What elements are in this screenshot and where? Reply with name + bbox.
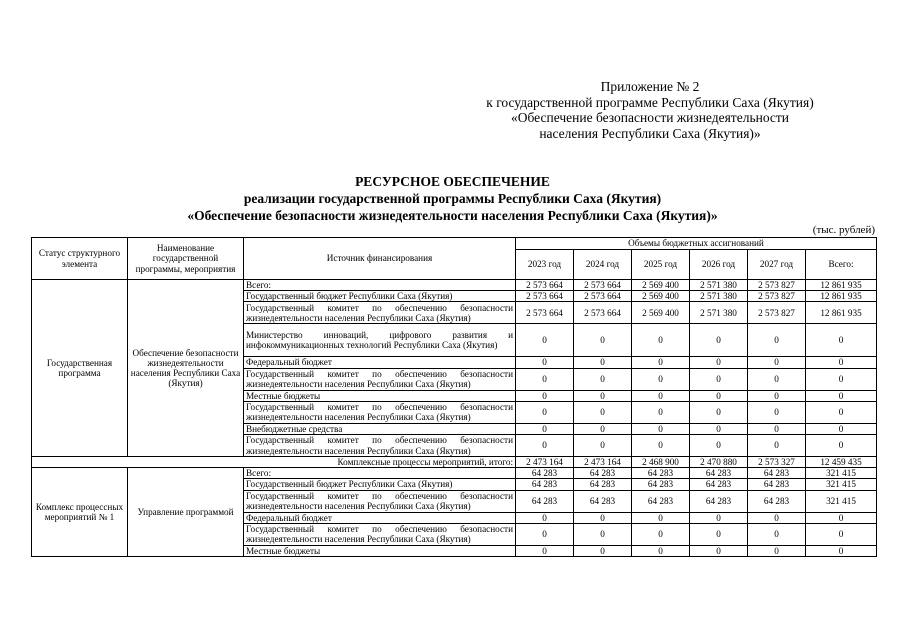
appendix-block <box>450 79 850 141</box>
table-row <box>32 280 877 291</box>
summary-label: Комплексные процессы мероприятий, итого: <box>32 457 516 468</box>
funding-source: Государственный бюджет Республики Саха (Якутия) <box>244 479 516 490</box>
appendix-line-2: к государственной программе Республики Саха (Якутия) <box>486 94 814 110</box>
funding-source: Местные бюджеты <box>244 545 516 556</box>
value-cell: 64 283 <box>690 468 748 479</box>
value-cell: 0 <box>574 368 632 390</box>
value-cell: 0 <box>632 357 690 368</box>
funding-source: Федеральный бюджет <box>244 357 516 368</box>
value-cell: 0 <box>806 545 877 556</box>
value-cell: 0 <box>516 423 574 434</box>
value-cell: 0 <box>574 435 632 457</box>
value-cell: 0 <box>574 390 632 401</box>
funding-source: Всего: <box>244 280 516 291</box>
value-cell: 0 <box>690 390 748 401</box>
summary-value: 2 473 164 <box>574 457 632 468</box>
summary-row <box>32 457 877 468</box>
value-cell: 2 573 827 <box>748 302 806 324</box>
header-volumes: Объемы бюджетных ассигнований <box>516 238 877 250</box>
summary-value: 2 468 900 <box>632 457 690 468</box>
table-row <box>32 468 877 479</box>
value-cell: 0 <box>632 545 690 556</box>
value-cell: 0 <box>748 545 806 556</box>
value-cell: 12 861 935 <box>806 291 877 302</box>
value-cell: 0 <box>690 435 748 457</box>
row-status: Комплекс процессных мероприятий № 1 <box>32 468 128 557</box>
value-cell: 0 <box>748 435 806 457</box>
title-line-3: «Обеспечение безопасности жизнедеятельности населения Республики Саха (Якутия)» <box>187 208 718 223</box>
header-year: 2023 год <box>516 250 574 280</box>
value-cell: 321 415 <box>806 490 877 512</box>
value-cell: 64 283 <box>516 490 574 512</box>
value-cell: 2 573 664 <box>574 291 632 302</box>
summary-value: 12 459 435 <box>806 457 877 468</box>
value-cell: 0 <box>748 423 806 434</box>
value-cell: 64 283 <box>690 479 748 490</box>
value-cell: 64 283 <box>632 490 690 512</box>
value-cell: 0 <box>748 512 806 523</box>
appendix-line-1: Приложение № 2 <box>600 79 700 94</box>
value-cell: 0 <box>574 357 632 368</box>
value-cell: 0 <box>632 523 690 545</box>
value-cell: 321 415 <box>806 468 877 479</box>
value-cell: 2 571 380 <box>690 280 748 291</box>
value-cell: 0 <box>632 512 690 523</box>
funding-source: Государственный комитет по обеспечению безопасности жизнедеятельности населения Республики Саха (Якутия) <box>244 523 516 545</box>
value-cell: 0 <box>806 435 877 457</box>
value-cell: 64 283 <box>574 490 632 512</box>
value-cell: 2 573 827 <box>748 280 806 291</box>
funding-source: Государственный комитет по обеспечению безопасности жизнедеятельности населения Республики Саха (Якутия) <box>244 368 516 390</box>
value-cell: 64 283 <box>690 490 748 512</box>
value-cell: 2 571 380 <box>690 291 748 302</box>
value-cell: 0 <box>806 368 877 390</box>
value-cell: 0 <box>690 545 748 556</box>
value-cell: 0 <box>748 390 806 401</box>
header-year: 2027 год <box>748 250 806 280</box>
value-cell: 0 <box>574 324 632 357</box>
funding-source: Всего: <box>244 468 516 479</box>
value-cell: 0 <box>574 512 632 523</box>
header-year: 2026 год <box>690 250 748 280</box>
summary-value: 2 473 164 <box>516 457 574 468</box>
funding-source: Государственный комитет по обеспечению безопасности жизнедеятельности населения Республики Саха (Якутия) <box>244 490 516 512</box>
value-cell: 0 <box>806 390 877 401</box>
value-cell: 2 573 664 <box>516 291 574 302</box>
funding-source: Внебюджетные средства <box>244 423 516 434</box>
value-cell: 2 569 400 <box>632 280 690 291</box>
header-name: Наименование государственной программы, мероприятия <box>128 238 244 280</box>
value-cell: 0 <box>632 324 690 357</box>
value-cell: 64 283 <box>632 479 690 490</box>
value-cell: 0 <box>574 545 632 556</box>
value-cell: 0 <box>690 401 748 423</box>
value-cell: 64 283 <box>574 479 632 490</box>
value-cell: 12 861 935 <box>806 302 877 324</box>
value-cell: 0 <box>632 423 690 434</box>
value-cell: 0 <box>516 401 574 423</box>
value-cell: 2 573 827 <box>748 291 806 302</box>
units-label: (тыс. рублей) <box>812 224 875 236</box>
header-row-1 <box>32 238 877 250</box>
value-cell: 0 <box>806 423 877 434</box>
value-cell: 0 <box>516 512 574 523</box>
value-cell: 0 <box>516 324 574 357</box>
value-cell: 0 <box>748 357 806 368</box>
title-line-1: РЕСУРСНОЕ ОБЕСПЕЧЕНИЕ <box>355 174 550 189</box>
table-body <box>32 238 877 557</box>
value-cell: 12 861 935 <box>806 280 877 291</box>
value-cell: 0 <box>806 401 877 423</box>
value-cell: 0 <box>632 368 690 390</box>
value-cell: 0 <box>806 512 877 523</box>
row-name: Управление программой <box>128 468 244 557</box>
appendix-line-3: «Обеспечение безопасности жизнедеятельности <box>510 110 790 125</box>
value-cell: 0 <box>574 401 632 423</box>
header-year: 2025 год <box>632 250 690 280</box>
funding-source: Местные бюджеты <box>244 390 516 401</box>
value-cell: 2 569 400 <box>632 302 690 324</box>
funding-source: Министерство инноваций, цифрового развития и инфокоммуникационных технологий Республики Саха (Якутия) <box>244 324 516 357</box>
funding-source: Государственный комитет по обеспечению безопасности жизнедеятельности населения Республики Саха (Якутия) <box>244 302 516 324</box>
value-cell: 64 283 <box>516 468 574 479</box>
header-status: Статус структурного элемента <box>32 238 128 280</box>
value-cell: 64 283 <box>632 468 690 479</box>
row-name: Обеспечение безопасности жизнедеятельности населения Республики Саха (Якутия) <box>128 280 244 457</box>
funding-source: Государственный комитет по обеспечению безопасности жизнедеятельности населения Республики Саха (Якутия) <box>244 435 516 457</box>
value-cell: 64 283 <box>748 479 806 490</box>
funding-source: Государственный комитет по обеспечению безопасности жизнедеятельности населения Республики Саха (Якутия) <box>244 401 516 423</box>
row-status: Государственная программа <box>32 280 128 457</box>
value-cell: 0 <box>632 390 690 401</box>
summary-value: 2 573 327 <box>748 457 806 468</box>
value-cell: 0 <box>516 368 574 390</box>
value-cell: 0 <box>690 512 748 523</box>
value-cell: 0 <box>806 523 877 545</box>
value-cell: 0 <box>690 324 748 357</box>
value-cell: 2 569 400 <box>632 291 690 302</box>
value-cell: 0 <box>574 523 632 545</box>
value-cell: 2 571 380 <box>690 302 748 324</box>
header-source: Источник финансирования <box>244 238 516 280</box>
header-total: Всего: <box>806 250 877 280</box>
value-cell: 0 <box>516 357 574 368</box>
document-title <box>0 173 905 224</box>
value-cell: 64 283 <box>574 468 632 479</box>
title-line-2: реализации государственной программы Республики Саха (Якутия) <box>243 191 662 206</box>
value-cell: 0 <box>516 390 574 401</box>
value-cell: 64 283 <box>516 479 574 490</box>
summary-value: 2 470 880 <box>690 457 748 468</box>
value-cell: 321 415 <box>806 479 877 490</box>
value-cell: 0 <box>690 368 748 390</box>
value-cell: 0 <box>748 368 806 390</box>
resource-table <box>31 237 877 557</box>
value-cell: 2 573 664 <box>574 302 632 324</box>
value-cell: 0 <box>690 423 748 434</box>
value-cell: 64 283 <box>748 468 806 479</box>
value-cell: 0 <box>516 545 574 556</box>
value-cell: 2 573 664 <box>516 302 574 324</box>
value-cell: 0 <box>632 435 690 457</box>
value-cell: 64 283 <box>748 490 806 512</box>
value-cell: 0 <box>516 523 574 545</box>
value-cell: 0 <box>748 401 806 423</box>
value-cell: 2 573 664 <box>574 280 632 291</box>
value-cell: 0 <box>690 357 748 368</box>
value-cell: 0 <box>748 523 806 545</box>
funding-source: Федеральный бюджет <box>244 512 516 523</box>
value-cell: 0 <box>632 401 690 423</box>
header-year: 2024 год <box>574 250 632 280</box>
value-cell: 0 <box>574 423 632 434</box>
value-cell: 0 <box>516 435 574 457</box>
value-cell: 0 <box>690 523 748 545</box>
value-cell: 0 <box>748 324 806 357</box>
appendix-line-4: населения Республики Саха (Якутия)» <box>539 125 761 141</box>
value-cell: 0 <box>806 357 877 368</box>
funding-source: Государственный бюджет Республики Саха (Якутия) <box>244 291 516 302</box>
value-cell: 0 <box>806 324 877 357</box>
value-cell: 2 573 664 <box>516 280 574 291</box>
